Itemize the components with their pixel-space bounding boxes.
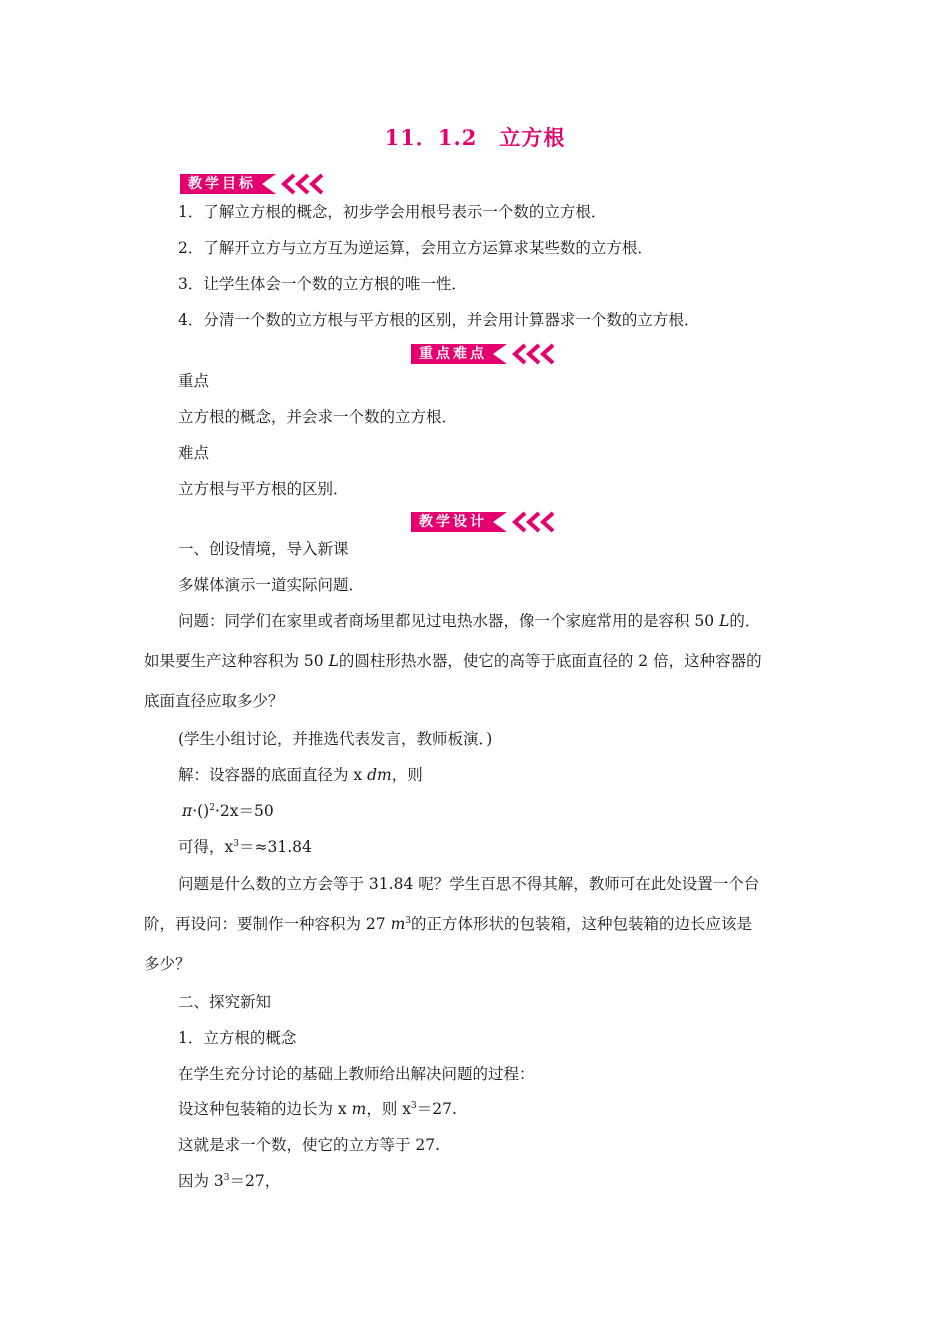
paragraph: 这就是求一个数，使它的立方等于 27. (178, 1136, 441, 1154)
exponent: 2 (209, 803, 215, 813)
unit: m (390, 915, 406, 933)
pi-symbol: π (182, 802, 193, 820)
paragraph: 问题是什么数的立方会等于 31.84 呢？学生百思不得其解，教师可在此处设置一个台 (178, 875, 760, 893)
exponent: 3 (233, 839, 239, 849)
banner-key-points (411, 342, 579, 366)
paragraph (178, 1099, 457, 1119)
exponent: 3 (223, 1173, 230, 1183)
goal-item: 4．分清一个数的立方根与平方根的区别，并会用计算器求一个数的立方根． (178, 311, 700, 329)
key-label: 重点 (178, 372, 210, 390)
paragraph: 底面直径应取多少？ (144, 692, 284, 710)
paragraph (178, 1171, 280, 1191)
text: 阶，再设问：要制作一种容积为 27 (144, 915, 391, 933)
banner-label: 教学设计 (411, 512, 493, 532)
text: 可得，x (178, 838, 234, 856)
unit: dm (367, 766, 392, 784)
exponent: 3 (410, 1101, 417, 1111)
text: ＝27. (416, 1100, 457, 1118)
text: 设这种包装箱的边长为 x (178, 1100, 352, 1118)
equation (178, 837, 312, 857)
chevrons-icon (262, 172, 348, 196)
equation (182, 801, 274, 821)
text: 问题：同学们在家里或者商场里都见过电热水器，像一个家庭常用的是容积 50 (178, 612, 720, 630)
unit: m (351, 1100, 367, 1118)
banner-teaching-goals (180, 172, 348, 196)
unit: L (719, 612, 730, 630)
banner-teaching-design (411, 510, 579, 534)
text: 的正方体形状的包装箱，这种包装箱的边长应该是 (411, 915, 753, 933)
chevrons-icon (493, 510, 579, 534)
text: 的． (729, 612, 761, 630)
goal-item: 3．让学生体会一个数的立方根的唯一性． (178, 275, 467, 293)
paragraph: 多媒体演示一道实际问题． (178, 576, 365, 594)
text: ＝≈31.84 (238, 838, 312, 856)
section-heading: 一、创设情境，导入新课 (178, 540, 349, 558)
paragraph: 在学生充分讨论的基础上教师给出解决问题的过程： (178, 1065, 535, 1083)
goal-item: 1．了解立方根的概念，初步学会用根号表示一个数的立方根． (178, 203, 607, 221)
difficulty-text: 立方根与平方根的区别． (178, 480, 349, 498)
text: ·2x＝50 (214, 802, 274, 820)
banner-label: 重点难点 (411, 344, 493, 364)
paragraph (178, 611, 760, 631)
paragraph (178, 765, 423, 785)
unit: L (328, 652, 339, 670)
text: 的圆柱形热水器，使它的高等于底面直径的 2 倍，这种容器的 (338, 652, 762, 670)
text: ＝27， (229, 1172, 281, 1190)
key-text: 立方根的概念，并会求一个数的立方根． (178, 408, 458, 426)
paragraph (144, 914, 752, 934)
paragraph (144, 651, 762, 671)
section-heading: 二、探究新知 (178, 993, 272, 1011)
exponent: 3 (405, 916, 412, 926)
text: 解：设容器的底面直径为 x (178, 766, 368, 784)
goal-item: 2．了解开立方与立方互为逆运算，会用立方运算求某些数的立方根． (178, 239, 653, 257)
banner-label: 教学目标 (180, 174, 262, 194)
text: 因为 3 (178, 1172, 224, 1190)
paragraph: 多少？ (144, 955, 191, 973)
text: ，则 x (366, 1100, 411, 1118)
sub-heading: 1．立方根的概念 (178, 1029, 297, 1047)
page-title: 11．1.2 立方根 (384, 125, 566, 150)
difficulty-label: 难点 (178, 444, 210, 462)
text: ，则 (391, 766, 423, 784)
text: 如果要生产这种容积为 50 (144, 652, 329, 670)
paragraph: (学生小组讨论，并推选代表发言，教师板演．) (178, 730, 493, 748)
chevrons-icon (493, 342, 579, 366)
text: ·() (192, 802, 210, 820)
